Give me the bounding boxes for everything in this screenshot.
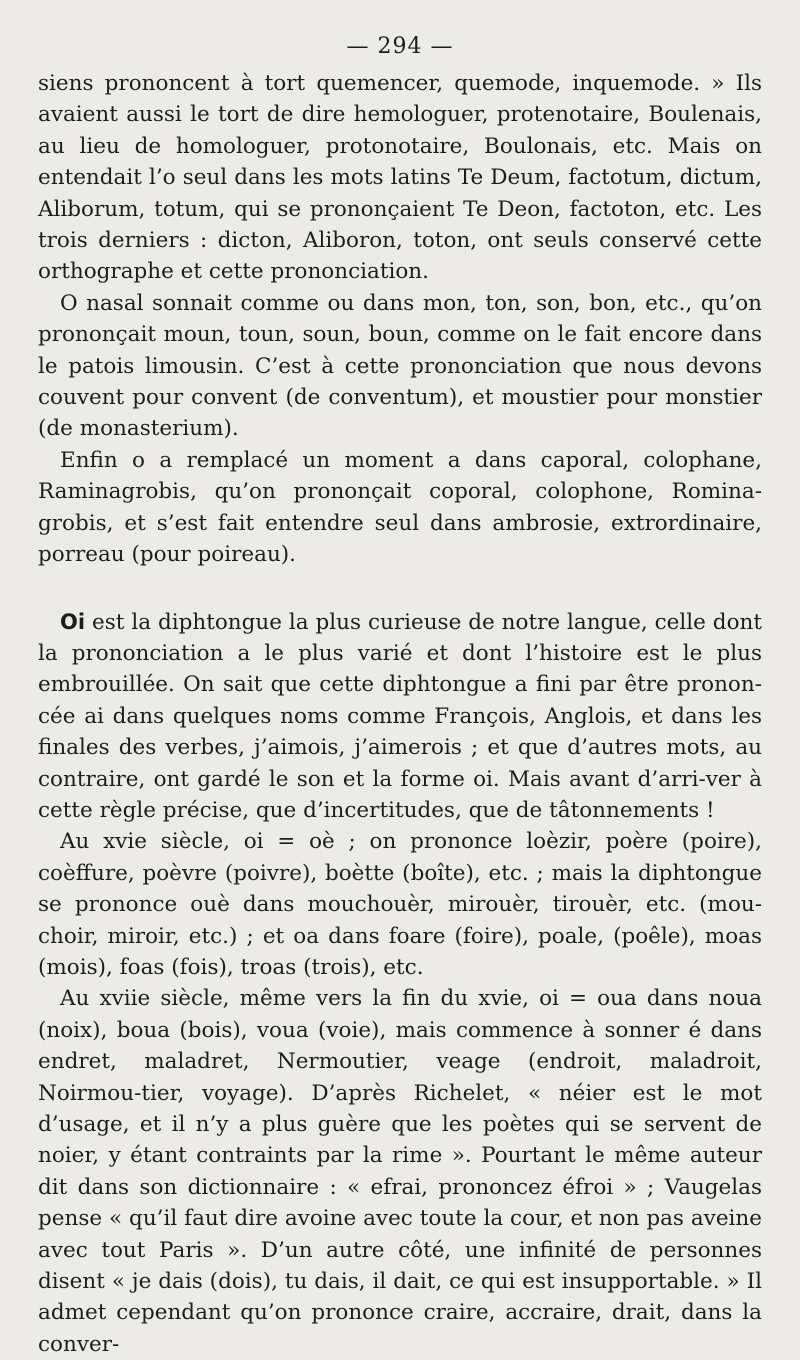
section-heading-oi: Oi [60, 609, 86, 634]
paragraph-4-text: est la diphtongue la plus curieuse de notre langue, celle dont la prononciation a le plus varié et dont l’histoire est le plus embrouillée. On sait que cette diphtongue a fini par être pronon-cée ai dans quelques noms comme François, Anglois, et dans les finales des verbes, j’aimois, j’aimerois ; et que d’autres mots, au contraire, ont gardé le son et la forme oi. Mais avant d’arri-ver à cette règle précise, que d’incertitudes, que de tâtonnements ! [38, 609, 763, 823]
paragraph-3: Enfin o a remplacé un moment a dans caporal, colophane, Raminagrobis, qu’on prononçait coporal, colophone, Romina-grobis, et s’est fait entendre seul dans ambrosie, extrordinaire, porreau (pour poireau). [38, 447, 762, 568]
paragraph-2: O nasal sonnait comme ou dans mon, ton, son, bon, etc., qu’on prononçait moun, toun, soun, boun, comme on le fait encore dans le patois limousin. C’est à cette prononciation que nous devons couvent pour convent (de conventum), et moustier pour monstier (de monasterium). [38, 290, 762, 442]
paragraph-4 [38, 607, 762, 827]
page-number: — 294 — [346, 34, 454, 59]
section-gap [38, 571, 762, 607]
paragraph-5: Au xvie siècle, oi = oè ; on prononce loèzir, poère (poire), coèffure, poèvre (poivre), boètte (boîte), etc. ; mais la diphtongue se prononce ouè dans mouchouèr, mirouèr, tirouèr, etc. (mou-choir, miroir, etc.) ; et oa dans foare (foire), poale, (poêle), moas (mois), foas (fois), troas (trois), etc. [38, 829, 762, 980]
paragraph-1: siens prononcent à tort quemencer, quemode, inquemode. » Ils avaient aussi le tort de dire hemologuer, protenotaire, Boulenais, au lieu de homologuer, protonotaire, Boulonais, etc. Mais on entendait l’o seul dans les mots latins Te Deum, factotum, dictum, Aliborum, totum, qui se prononçaient Te Deon, factoton, etc. Les trois derniers : dicton, Aliboron, toton, ont seuls conservé cette orthographe et cette prononciation. [38, 71, 762, 285]
paragraph-6: Au xviie siècle, même vers la fin du xvie, oi = oua dans noua (noix), boua (bois), voua (voie), mais commence à sonner é dans endret, maladret, Nermoutier, veage (endroit, maladroit, Noirmou-tier, voyage). D’après Richelet, « néier est le mot d’usage, et il n’y a plus guère que les poètes qui se servent de noier, y étant contraints par la rime ». Pourtant le même auteur dit dans son dictionnaire : « efrai, prononcez éfroi » ; Vaugelas pense « qu’il faut dire avoine avec toute la cour, et non pas aveine avec tout Paris ». D’un autre côté, une infinité de personnes disent « je dais (dois), tu dais, il dait, ce qui est insupportable. » Il admet cependant qu’on prononce craire, accraire, drait, dans la conver- [38, 986, 762, 1357]
